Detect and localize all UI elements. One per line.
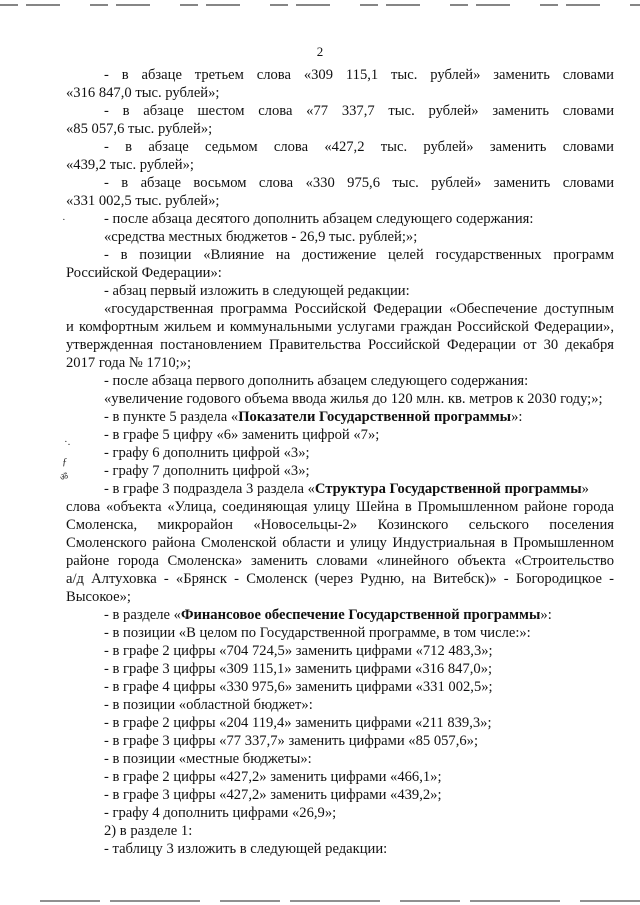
margin-mark: ॐ <box>60 472 69 482</box>
text-segment: - в графе 5 цифру «6» заменить цифрой «7»; <box>104 427 380 443</box>
text-segment: - после абзаца десятого дополнить абзацем следующего содержания: <box>104 211 534 227</box>
text-segment: «439,2 тыс. рублей»; <box>66 157 194 173</box>
text-line <box>66 534 614 552</box>
text-line <box>66 174 614 192</box>
text-line <box>66 354 614 372</box>
text-segment: «государственная программа Российской Федерации «Обеспечение доступным <box>104 301 614 317</box>
text-line <box>66 426 614 444</box>
text-line <box>66 156 614 174</box>
text-segment: - в графе 2 цифры «427,2» заменить цифрами «466,1»; <box>104 769 442 785</box>
text-segment: - в позиции «областной бюджет»: <box>104 697 313 713</box>
text-line <box>66 678 614 696</box>
text-line <box>66 192 614 210</box>
text-line <box>66 282 614 300</box>
text-segment: - в позиции «местные бюджеты»: <box>104 751 312 767</box>
text-segment: - в абзаце седьмом слова «427,2 тыс. рублей» заменить словами <box>104 139 614 155</box>
margin-mark: ·. <box>64 436 71 448</box>
text-line <box>66 768 614 786</box>
text-segment: - в графе 3 цифры «427,2» заменить цифрами «439,2»; <box>104 787 442 803</box>
text-segment: - графу 7 дополнить цифрой «3»; <box>104 463 310 479</box>
text-segment: - в пункте 5 раздела « <box>104 409 239 425</box>
text-segment: а/д Алтуховка - «Брянск - Смоленск (через Рудню, на Витебск)» - Богородицкое - <box>66 571 614 587</box>
text-segment: «увеличение годового объема ввода жилья до 120 млн. кв. метров к 2030 году;»; <box>104 391 603 407</box>
text-line <box>66 444 614 462</box>
text-line <box>66 552 614 570</box>
text-segment: Российской Федерации»: <box>66 265 222 281</box>
text-line <box>66 840 614 858</box>
text-line <box>66 102 614 120</box>
text-line <box>66 120 614 138</box>
text-line <box>66 822 614 840</box>
text-line <box>66 588 614 606</box>
text-segment: - таблицу 3 изложить в следующей редакции: <box>104 841 388 857</box>
text-line <box>66 336 614 354</box>
text-segment: слова «объекта «Улица, соединяющая улицу Шейна в Промышленном районе города <box>66 499 614 515</box>
text-line <box>66 264 614 282</box>
text-segment: - после абзаца первого дополнить абзацем следующего содержания: <box>104 373 529 389</box>
text-line <box>66 624 614 642</box>
margin-mark: ƒ <box>62 456 68 468</box>
text-segment: 2) в разделе 1: <box>104 823 193 839</box>
text-segment: и комфортным жильем и коммунальными услугами граждан Российской Федерации», <box>66 319 614 335</box>
text-line <box>66 390 614 408</box>
text-segment: - в абзаце восьмом слова «330 975,6 тыс. рублей» заменить словами <box>104 175 614 191</box>
text-line <box>66 696 614 714</box>
text-segment: - в графе 2 цифры «704 724,5» заменить цифрами «712 483,3»; <box>104 643 493 659</box>
text-segment: - в графе 2 цифры «204 119,4» заменить цифрами «211 839,3»; <box>104 715 492 731</box>
page-number: 2 <box>316 44 324 59</box>
text-line <box>66 66 614 84</box>
text-segment: Смоленска, микрорайон «Новосельцы-2» Козинского сельского поселения <box>66 517 614 533</box>
text-line <box>66 606 614 624</box>
text-segment: »: <box>511 409 523 425</box>
text-segment: - графу 4 дополнить цифрами «26,9»; <box>104 805 337 821</box>
text-segment: Смоленского района Смоленской области и улицу Индустриальная в Промышленном <box>66 535 614 551</box>
text-line <box>66 516 614 534</box>
text-line <box>66 228 614 246</box>
text-segment: Высокое»; <box>66 589 131 605</box>
text-line <box>66 462 614 480</box>
text-segment: районе города Смоленска» заменить словами «линейного объекта «Строительство <box>66 553 614 569</box>
document-body <box>66 66 614 858</box>
text-segment: » <box>581 481 589 497</box>
text-line <box>66 372 614 390</box>
text-segment: - в разделе « <box>104 607 181 623</box>
text-line <box>66 138 614 156</box>
text-line <box>66 660 614 678</box>
text-line <box>66 318 614 336</box>
text-segment: »: <box>540 607 552 623</box>
margin-mark: · <box>62 214 66 226</box>
text-line <box>66 498 614 516</box>
text-segment: - в графе 3 цифры «309 115,1» заменить цифрами «316 847,0»; <box>104 661 493 677</box>
text-segment: «средства местных бюджетов - 26,9 тыс. рублей;»; <box>104 229 418 245</box>
text-segment: «331 002,5 тыс. рублей»; <box>66 193 220 209</box>
text-segment: 2017 года № 1710;»; <box>66 355 192 371</box>
text-line <box>66 300 614 318</box>
text-segment: - в графе 3 подраздела 3 раздела « <box>104 481 315 497</box>
text-line <box>66 804 614 822</box>
text-line <box>66 750 614 768</box>
text-segment: - графу 6 дополнить цифрой «3»; <box>104 445 310 461</box>
text-segment: - в позиции «В целом по Государственной программе, в том числе:»: <box>104 625 531 641</box>
text-segment: - в абзаце третьем слова «309 115,1 тыс. рублей» заменить словами <box>104 67 614 83</box>
text-segment: «85 057,6 тыс. рублей»; <box>66 121 213 137</box>
scan-edge-top <box>0 4 640 6</box>
text-segment: - в графе 3 цифры «77 337,7» заменить цифрами «85 057,6»; <box>104 733 479 749</box>
text-line <box>66 246 614 264</box>
text-line <box>66 786 614 804</box>
bold-section-title: Структура Государственной программы <box>314 481 582 497</box>
text-line <box>66 642 614 660</box>
text-line <box>66 480 614 498</box>
text-segment: - в позиции «Влияние на достижение целей государственных программ <box>104 247 614 263</box>
text-segment: - в графе 4 цифры «330 975,6» заменить цифрами «331 002,5»; <box>104 679 493 695</box>
bold-section-title: Показатели Государственной программы <box>238 409 512 425</box>
text-segment: утвержденная постановлением Правительства Российской Федерации от 30 декабря <box>66 337 614 353</box>
text-line <box>66 714 614 732</box>
text-line <box>66 210 614 228</box>
text-segment: - в абзаце шестом слова «77 337,7 тыс. рублей» заменить словами <box>104 103 614 119</box>
text-line <box>66 408 614 426</box>
scan-edge-bottom <box>40 900 640 902</box>
text-segment: «316 847,0 тыс. рублей»; <box>66 85 220 101</box>
text-segment: - абзац первый изложить в следующей редакции: <box>104 283 410 299</box>
text-line <box>66 570 614 588</box>
text-line <box>66 732 614 750</box>
bold-section-title: Финансовое обеспечение Государственной программы <box>180 607 541 623</box>
text-line <box>66 84 614 102</box>
